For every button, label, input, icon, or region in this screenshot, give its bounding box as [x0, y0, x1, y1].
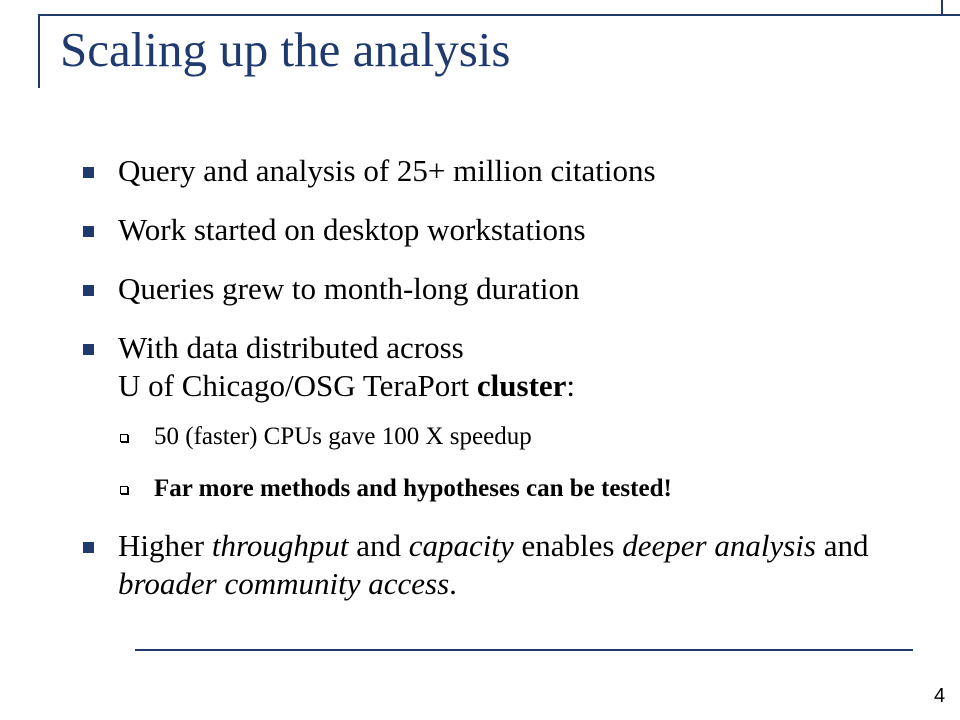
square-bullet-icon	[83, 226, 94, 237]
title-frame-left-rule	[38, 14, 40, 88]
bullet-text-line2-prefix: U of Chicago/OSG TeraPort	[118, 368, 477, 403]
bullet-text-part: .	[449, 566, 457, 601]
bullet-text-part: enables	[513, 528, 623, 563]
title-frame-top-rule	[38, 14, 960, 16]
sub-bullet-speedup	[118, 421, 910, 453]
bullet-item-queries	[80, 270, 910, 308]
sub-bullet-text: Far more methods and hypotheses can be tested!	[154, 475, 672, 502]
bullet-text-part: and	[348, 528, 409, 563]
sub-bullet-text: 50 (faster) CPUs gave 100 X speedup	[154, 423, 532, 450]
bullet-text-line1: With data distributed across	[118, 330, 464, 365]
bullet-text: Queries grew to month-long duration	[118, 271, 580, 306]
square-bullet-icon	[83, 344, 94, 355]
bullet-item-throughput	[80, 527, 910, 603]
square-bullet-icon	[83, 285, 94, 296]
bullet-text-line2-suffix: :	[566, 368, 576, 403]
square-bullet-icon	[83, 167, 94, 178]
bullet-text-part: Higher	[118, 528, 212, 563]
square-bullet-icon	[83, 542, 94, 553]
bullet-text-italic-broader-access: broader community access	[118, 566, 450, 601]
hollow-square-bullet-icon	[120, 434, 128, 442]
bullet-text-italic-throughput: throughput	[211, 528, 349, 563]
bullet-text: Work started on desktop workstations	[118, 212, 586, 247]
title-frame-right-tick	[941, 0, 943, 16]
slide-title: Scaling up the analysis	[60, 22, 511, 77]
bullet-list	[80, 152, 910, 624]
footer-rule	[135, 649, 913, 651]
hollow-square-bullet-icon	[120, 486, 128, 494]
sub-bullet-methods	[118, 473, 910, 505]
bullet-item-cluster	[80, 329, 910, 405]
bullet-text-part: and	[815, 528, 869, 563]
bullet-text-italic-capacity: capacity	[408, 528, 514, 563]
bullet-text-cluster-bold: cluster	[476, 368, 567, 403]
page-number: 4	[934, 685, 946, 707]
bullet-text-italic-deeper-analysis: deeper analysis	[622, 528, 816, 563]
bullet-text: Query and analysis of 25+ million citations	[118, 153, 656, 188]
bullet-item-citations	[80, 152, 910, 190]
bullet-item-desktop	[80, 211, 910, 249]
